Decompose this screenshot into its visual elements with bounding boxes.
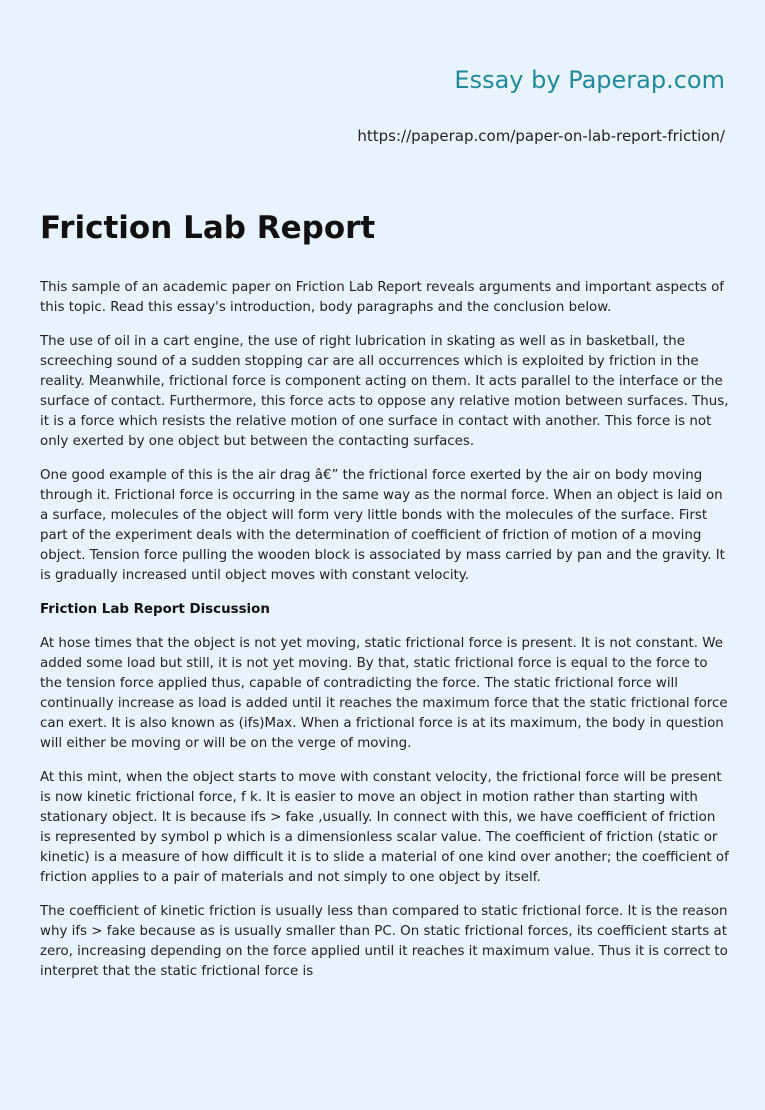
body-paragraph-5: The coefficient of kinetic friction is usually less than compared to static frictional force. It is the reason why ifs > fake because as is usually smaller than PC. On static frictional forces, its coefficient starts at zero, increasing depending on the force applied until it reaches it maximum value. Thus it is correct to interpret that the static frictional force is (40, 904, 728, 979)
body-paragraph-2: One good example of this is the air drag â€” the frictional force exerted by the air on body moving through it. Frictional force is occurring in the same way as the normal force. When an object is laid on a surface, molecules of the object will form very little bonds with the molecules of the surface. First part of the experiment deals with the determination of coefficient of friction of motion of a moving object. Tension force pulling the wooden block is associated by mass carried by pan and the gravity. It is gradually increased until object moves with constant velocity. (40, 468, 725, 583)
intro-paragraph: This sample of an academic paper on Friction Lab Report reveals arguments and important aspects of this topic. Read this essay's introduction, body paragraphs and the conclusion below. (40, 280, 725, 315)
article-body (40, 278, 730, 996)
body-paragraph-4: At this mint, when the object starts to move with constant velocity, the frictional force will be present is now kinetic frictional force, f k. It is easier to move an object in motion rather than starting with stationary object. It is because ifs > fake ,usually. In connect with this, we have coefficient of friction is represented by symbol p which is a dimensionless scalar value. The coefficient of friction (static or kinetic) is a measure of how difficult it is to slide a material of one kind over another; the coefficient of friction applies to a pair of materials and not simply to one object by itself. (40, 770, 729, 885)
body-paragraph-3: At hose times that the object is not yet moving, static frictional force is present. It is not constant. We added some load but still, it is not yet moving. By that, static frictional force is equal to the force to the tension force applied thus, capable of contradicting the force. The static frictional force will continually increase as load is added until it reaches the maximum force that the static frictional force can exert. It is also known as (ifs)Max. When a frictional force is at its maximum, the body in question will either be moving or will be on the verge of moving. (40, 636, 728, 751)
site-brand: Essay by Paperap.com (454, 66, 725, 94)
page-title: Friction Lab Report (40, 210, 376, 246)
source-url: https://paperap.com/paper-on-lab-report-friction/ (357, 127, 725, 145)
body-paragraph-1: The use of oil in a cart engine, the use of right lubrication in skating as well as in basketball, the screeching sound of a sudden stopping car are all occurrences which is exploited by friction in the reality. Meanwhile, frictional force is component acting on them. It acts parallel to the interface or the surface of contact. Furthermore, this force acts to oppose any relative motion between surfaces. Thus, it is a force which resists the relative motion of one surface in contact with another. This force is not only exerted by one object but between the contacting surfaces. (40, 334, 729, 449)
section-subheading: Friction Lab Report Discussion (40, 602, 270, 617)
